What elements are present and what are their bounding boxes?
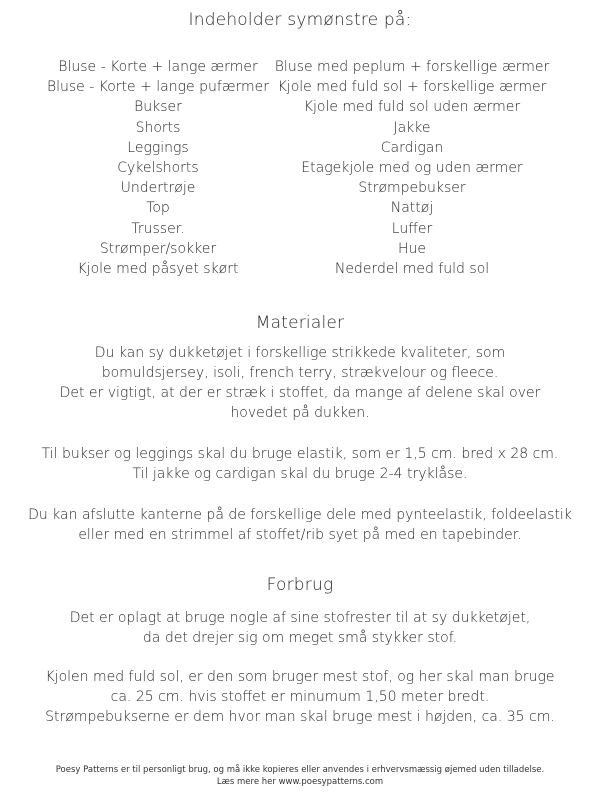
- text-line: eller med en strimmel af stoffet/rib syet på med en tapebinder.: [78, 527, 522, 543]
- text-line: Strømpebukserne er dem hvor man skal bruge mest i højden, ca. 35 cm.: [45, 709, 555, 725]
- list-item: Jakke: [393, 119, 431, 136]
- text-line: Det er oplagt at bruge nogle af sine stofrester til at sy dukketøjet,: [69, 610, 531, 626]
- pattern-list: [0, 57, 600, 281]
- list-item: Kjole med fuld sol uden ærmer: [303, 99, 521, 116]
- list-item: Cykelshorts: [117, 160, 199, 177]
- text-line: Du kan sy dukketøjet i forskellige strikkede kvaliteter, som: [94, 345, 506, 361]
- list-item: Strømper/sokker: [99, 240, 217, 257]
- materials-paragraph-3: [0, 505, 600, 545]
- text-line: Til bukser og leggings skal du bruge elastik, som er 1,5 cm. bred x 28 cm.: [41, 446, 559, 462]
- list-item: Strømpebukser: [358, 180, 466, 197]
- usage-heading: Forbrug: [266, 575, 334, 595]
- list-item: Etagekjole med og uden ærmer: [301, 160, 523, 177]
- materials-heading: Materialer: [255, 313, 345, 333]
- list-item: Leggings: [127, 139, 189, 156]
- text-line: Det er vigtigt, at der er stræk i stoffet, da mange af delene skal over: [59, 385, 541, 401]
- text-line: bomuldsjersey, isoli, french terry, strækvelour og fleece.: [101, 365, 499, 381]
- text-line: Kjolen med fuld sol, er den som bruger mest stof, og her skal man bruge: [45, 669, 555, 685]
- list-item: Cardigan: [380, 139, 444, 156]
- list-item: Bukser: [134, 99, 182, 116]
- text-line: hovedet på dukken.: [230, 405, 370, 421]
- list-item: Kjole med fuld sol + forskellige ærmer: [277, 79, 547, 96]
- text-line: da det drejer sig om meget små stykker stof.: [142, 630, 458, 646]
- list-item: Hue: [397, 240, 426, 257]
- text-line: Du kan afslutte kanterne på de forskellige dele med pynteelastik, foldeelastik: [28, 507, 572, 523]
- patterns-heading: Indeholder symønstre på:: [188, 10, 412, 30]
- list-item: Kjole med påsyet skørt: [77, 261, 239, 278]
- list-item: Shorts: [135, 119, 181, 136]
- text-line: ca. 25 cm. hvis stoffet er minumum 1,50 meter bredt.: [110, 689, 490, 705]
- materials-paragraph-2: [0, 444, 600, 484]
- footer-link[interactable]: Læs mere her www.poesypatterns.com: [216, 777, 384, 787]
- text-line: Til jakke og cardigan skal du bruge 2-4 tryklåse.: [132, 466, 468, 482]
- list-item: Luffer: [391, 220, 433, 237]
- list-item: Trusser.: [131, 220, 185, 237]
- footer: [0, 764, 600, 788]
- list-item: Top: [146, 200, 170, 217]
- list-item: Undertrøje: [120, 180, 196, 197]
- list-item: Bluse - Korte + lange pufærmer: [46, 79, 270, 96]
- usage-paragraph-2: [0, 667, 600, 727]
- list-item: Bluse - Korte + lange ærmer: [58, 59, 258, 75]
- list-item: Nattøj: [390, 200, 434, 217]
- usage-paragraph-1: [0, 608, 600, 648]
- pattern-list-right: [262, 57, 562, 279]
- footer-copyright: Poesy Patterns er til personligt brug, og må ikke kopieres eller anvendes i erhvervsmæssig øjemed uden tilladelse.: [55, 765, 545, 775]
- materials-paragraph-1: [0, 343, 600, 423]
- list-item: Bluse med peplum + forskellige ærmer: [274, 59, 550, 75]
- list-item: Nederdel med fuld sol: [334, 261, 490, 278]
